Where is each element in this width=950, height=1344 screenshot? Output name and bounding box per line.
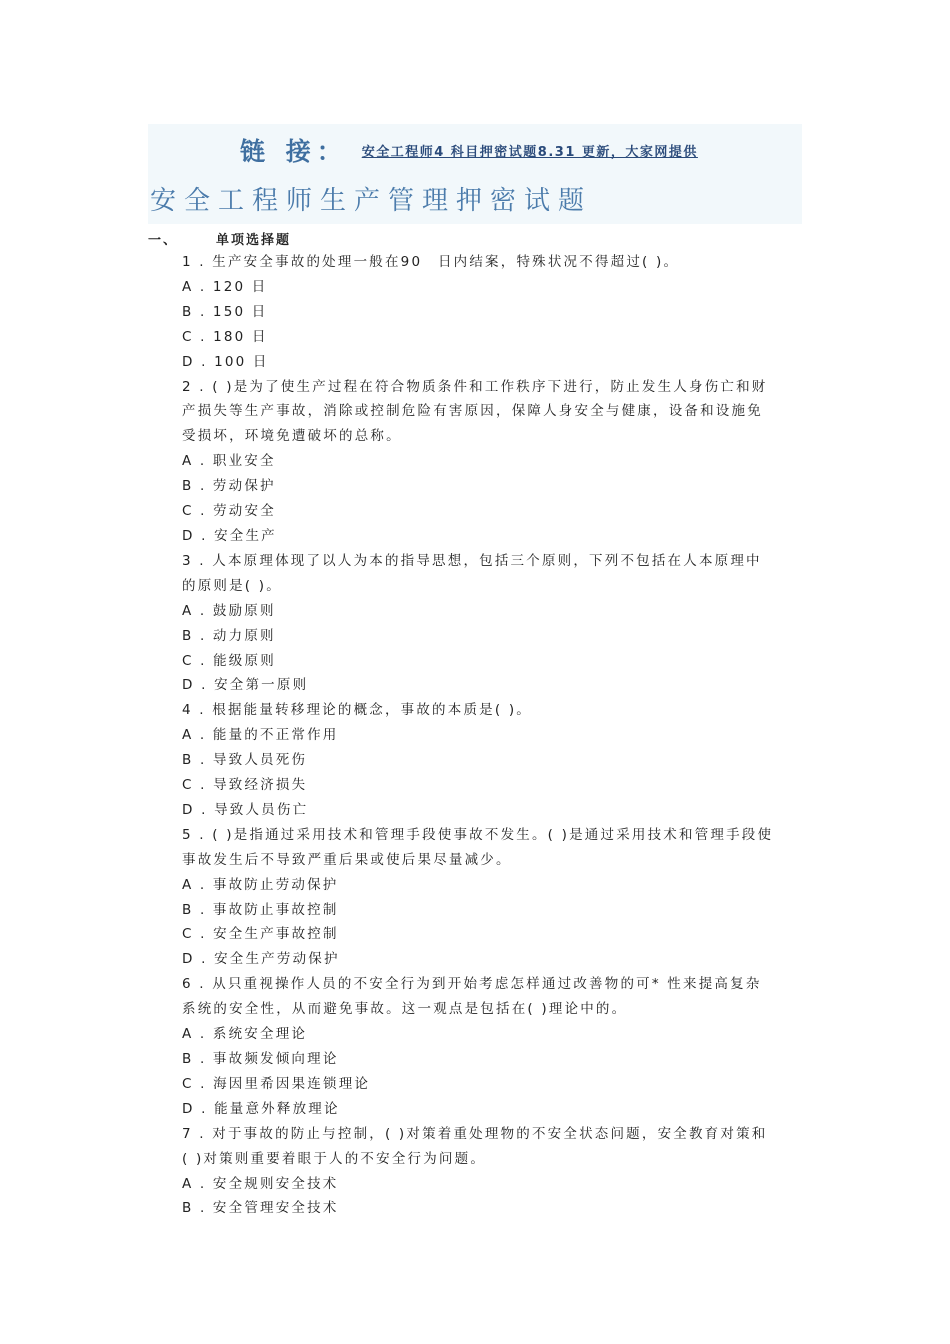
question-text-continued: 受损坏，环境免遭破坏的总称。	[182, 428, 402, 445]
answer-option: D . 能量意外释放理论	[182, 1100, 340, 1117]
question-text-continued: 事故发生后不导致严重后果或使后果尽量减少。	[182, 851, 512, 868]
answer-option: B . 事故频发倾向理论	[182, 1051, 339, 1067]
answer-option: D . 安全生产劳动保护	[182, 951, 340, 968]
answer-option: C . 导致经济损失	[182, 777, 308, 794]
answer-option: C . 海因里希因果连锁理论	[182, 1075, 371, 1092]
download-link[interactable]: 安全工程师4 科目押密试题8.31 更新，大家网提供	[361, 144, 698, 160]
answer-option: B . 导致人员死伤	[182, 752, 308, 769]
question-item	[182, 1122, 802, 1222]
section-number: 一、	[148, 232, 179, 248]
link-label: 链 接：	[240, 137, 348, 166]
question-item	[182, 698, 802, 823]
answer-option: B . 安全管理安全技术	[182, 1200, 339, 1217]
question-item	[182, 375, 802, 549]
answer-option: B . 150 日	[182, 303, 268, 320]
answer-option: B . 动力原则	[182, 627, 276, 644]
answer-option: C . 安全生产事故控制	[182, 926, 339, 943]
answer-option: D . 100 日	[182, 353, 269, 370]
question-text-continued: 的原则是( )。	[182, 577, 282, 594]
answer-option: D . 安全第一原则	[182, 677, 309, 694]
answer-option: B . 劳动保护	[182, 478, 276, 495]
answer-option: A . 事故防止劳动保护	[182, 876, 339, 893]
answer-option: A . 鼓励原则	[182, 602, 276, 619]
question-item	[182, 549, 802, 698]
answer-option: D . 导致人员伤亡	[182, 801, 309, 818]
question-item	[182, 250, 802, 375]
answer-option: A . 系统安全理论	[182, 1026, 308, 1043]
question-text: 5 . ( )是指通过采用技术和管理手段使事故不发生。( )是通过采用技术和管理手段使	[182, 826, 774, 843]
answer-option: C . 能级原则	[182, 652, 276, 669]
section-heading	[148, 228, 291, 248]
answer-option: C . 劳动安全	[182, 503, 276, 520]
question-text: 4 . 根据能量转移理论的概念，事故的本质是( )。	[182, 702, 532, 719]
answer-option: A . 120 日	[182, 278, 268, 295]
question-item	[182, 823, 802, 972]
answer-option: A . 职业安全	[182, 453, 276, 470]
question-list	[182, 250, 802, 1221]
question-item	[182, 972, 802, 1121]
header-link-row	[240, 132, 720, 168]
question-text-continued: ( )对策则重要着眼于人的不安全行为问题。	[182, 1150, 487, 1167]
question-text: 1 . 生产安全事故的处理一般在90 日内结案，特殊状况不得超过( )。	[182, 254, 680, 270]
question-text: 6 . 从只重视操作人员的不安全行为到开始考虑怎样通过改善物的可* 性来提高复杂	[182, 976, 762, 993]
question-text-continued: 产损失等生产事故，消除或控制危险有害原因，保障人身安全与健康，设备和设施免	[182, 403, 763, 420]
answer-option: C . 180 日	[182, 328, 268, 345]
answer-option: B . 事故防止事故控制	[182, 901, 339, 918]
section-name: 单项选择题	[216, 232, 292, 248]
question-text-continued: 系统的安全性，从而避免事故。这一观点是包括在( )理论中的。	[182, 1001, 628, 1018]
question-text: 3 . 人本原理体现了以人为本的指导思想，包括三个原则，下列不包括在人本原理中	[182, 552, 762, 569]
answer-option: D . 安全生产	[182, 527, 277, 544]
page-title: 安全工程师生产管理押密试题	[150, 186, 593, 216]
question-text: 7 . 对于事故的防止与控制，( )对策着重处理物的不安全状态问题，安全教育对策和	[182, 1125, 768, 1142]
question-text: 2 . ( )是为了使生产过程在符合物质条件和工作秩序下进行，防止发生人身伤亡和财	[182, 378, 768, 395]
answer-option: A . 能量的不正常作用	[182, 727, 339, 744]
answer-option: A . 安全规则安全技术	[182, 1175, 339, 1192]
